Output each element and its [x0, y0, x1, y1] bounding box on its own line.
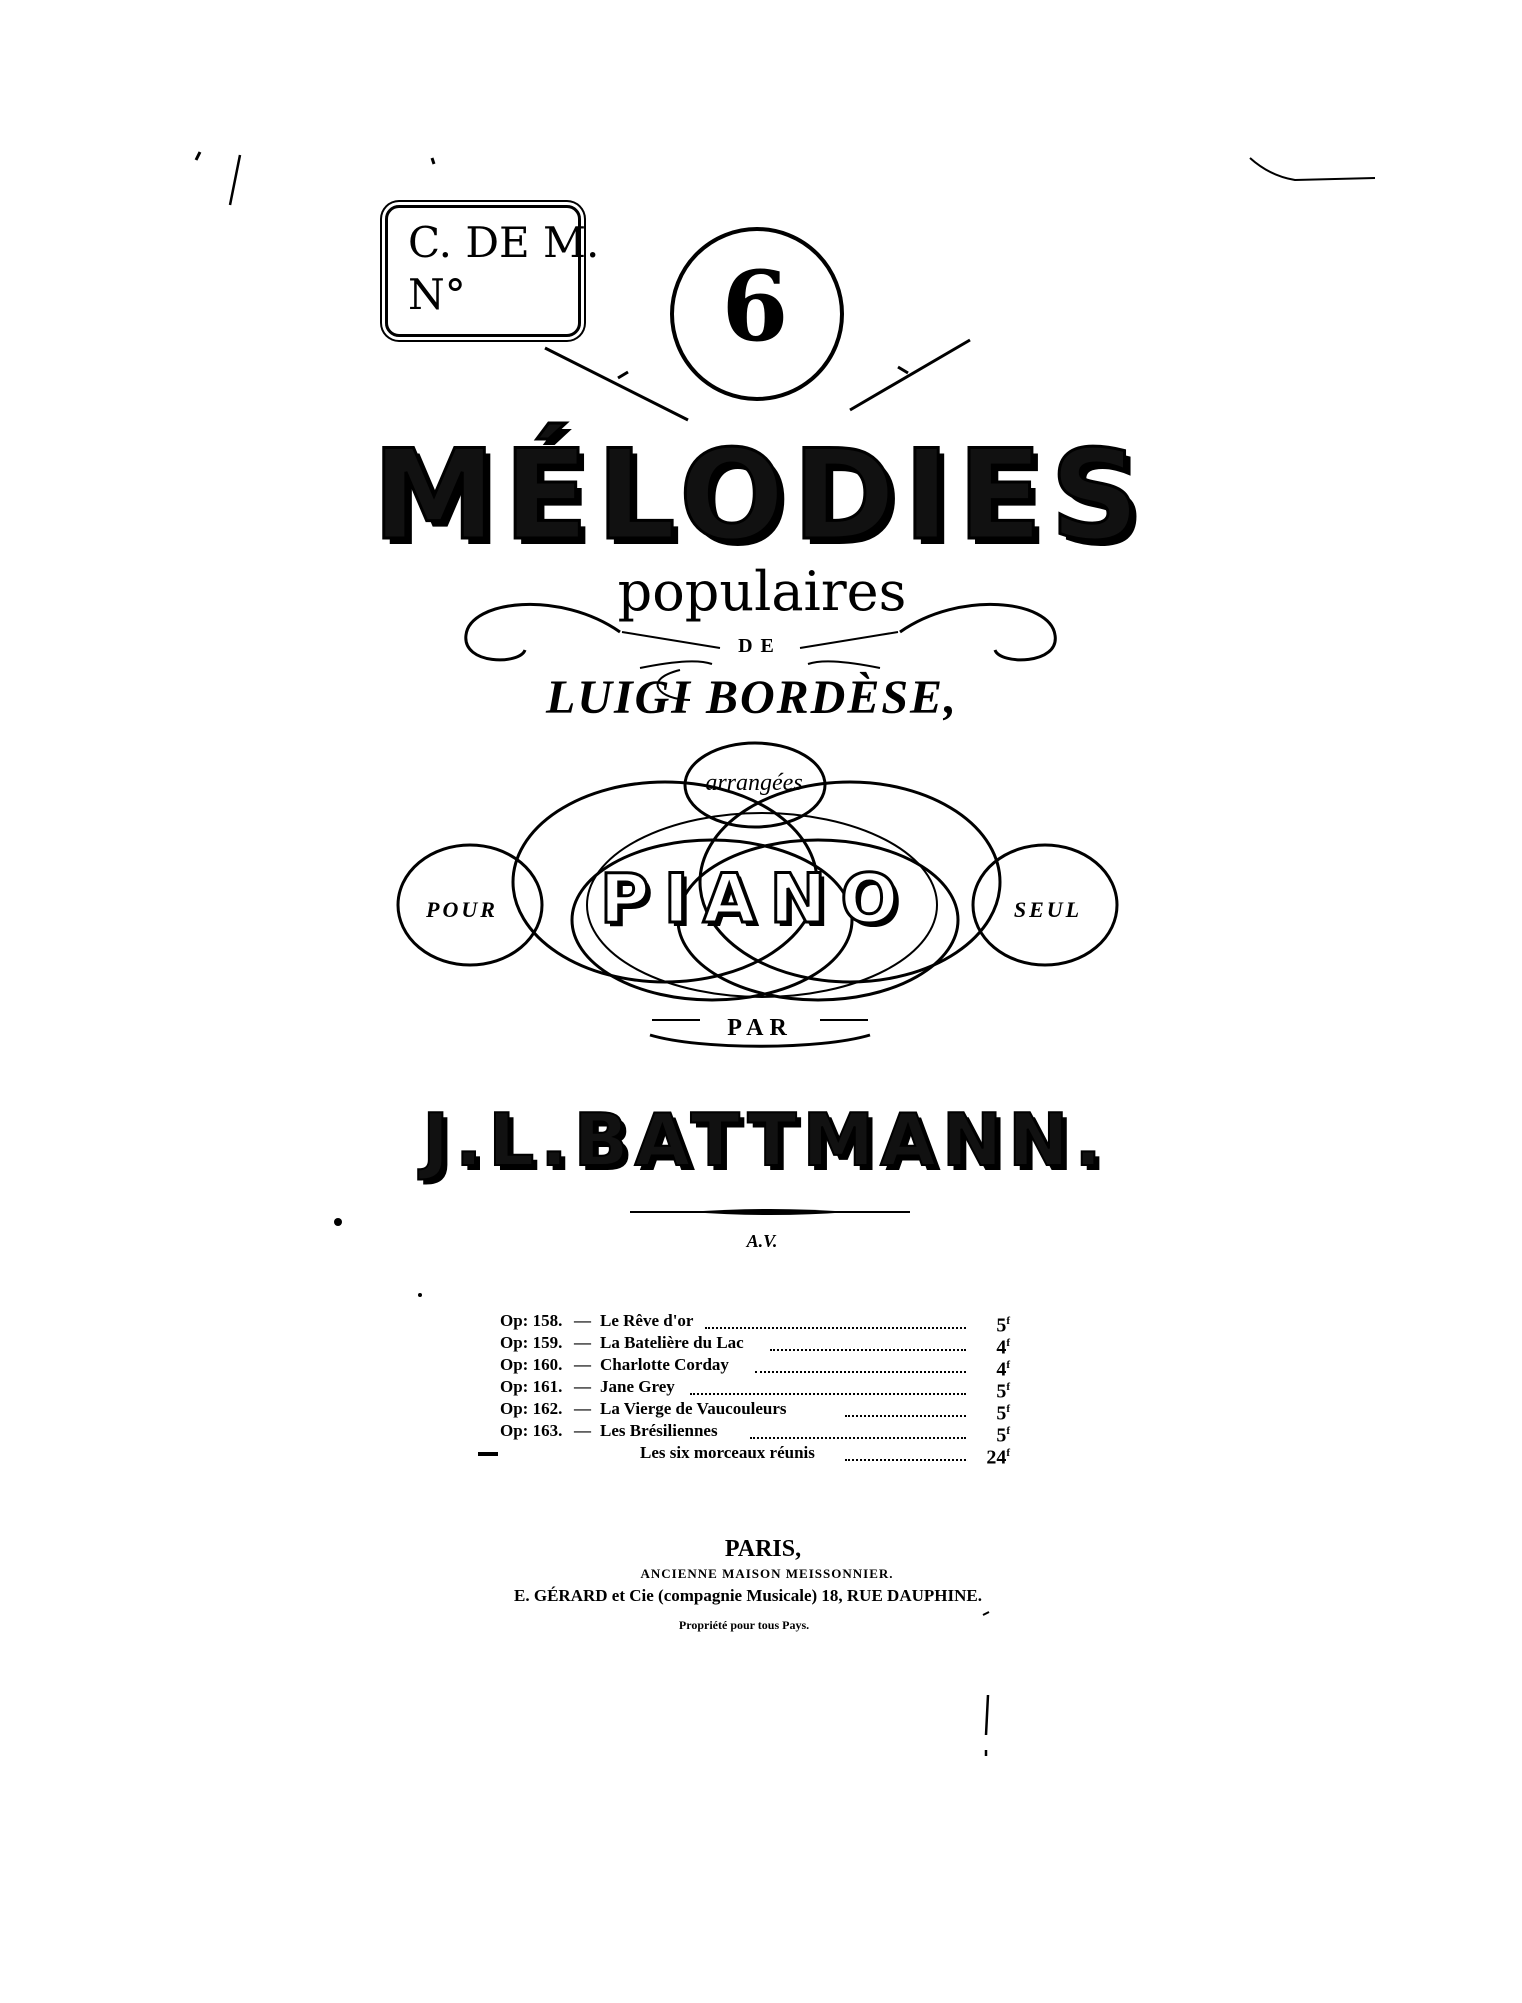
- ray-arrows: [618, 367, 908, 378]
- work-title: Les Brésiliennes: [600, 1421, 718, 1440]
- collection-number: 6: [721, 250, 789, 363]
- par-label: PAR: [727, 1015, 793, 1041]
- opus-number: Op: 161.: [500, 1377, 563, 1396]
- ray-left: [545, 348, 688, 420]
- dash: —: [574, 1421, 591, 1440]
- pour-label: POUR: [426, 897, 498, 922]
- work-price: 5$^f$: [996, 1314, 1010, 1337]
- de-label: DE: [738, 635, 782, 657]
- leader-dots: [845, 1437, 966, 1461]
- leader-dots: [845, 1393, 966, 1417]
- work-title: La Batelière du Lac: [600, 1333, 744, 1352]
- work-title: Charlotte Corday: [600, 1355, 729, 1374]
- composer-name: LUIGI BORDÈSE,: [545, 671, 959, 724]
- dash: —: [574, 1311, 591, 1330]
- instrument-title: PIANO: [599, 860, 913, 939]
- flourish-de: [640, 661, 880, 668]
- works-list: [500, 1310, 1010, 1469]
- stamp-line1: C. DE M.: [408, 218, 600, 267]
- imprint-publisher: E. GÉRARD et Cie (compagnie Musicale) 18, RUE DAUPHINE.: [514, 1586, 982, 1605]
- stray-mark: [196, 152, 200, 160]
- library-stamp: [385, 205, 600, 337]
- dash: —: [574, 1377, 591, 1396]
- plate-mark: A.V.: [746, 1231, 778, 1251]
- work-price: 5$^f$: [996, 1402, 1010, 1425]
- stray-mark: [983, 1612, 989, 1615]
- speck: [418, 1293, 422, 1297]
- stray-mark: [230, 155, 240, 205]
- leader-dots: [755, 1349, 966, 1373]
- stray-mark: [432, 158, 434, 164]
- work-price: 4$^f$: [996, 1336, 1010, 1359]
- opus-number: Op: 163.: [500, 1421, 563, 1440]
- leader-dots: [770, 1327, 966, 1351]
- opus-number: Op: 162.: [500, 1399, 563, 1418]
- speck: [334, 1218, 342, 1226]
- flourish-right: [900, 604, 1055, 659]
- rule-diamond: [690, 1209, 850, 1215]
- opus-number: Op: 159.: [500, 1333, 563, 1352]
- work-price: 4$^f$: [996, 1358, 1010, 1381]
- leader-dots: [690, 1371, 966, 1395]
- work-title: Les six morceaux réunis: [640, 1443, 815, 1462]
- stamp-line2: N°: [408, 270, 466, 319]
- work-price: 24$^f$: [986, 1446, 1010, 1469]
- work-title: La Vierge de Vaucouleurs: [600, 1399, 787, 1418]
- ray-right: [850, 340, 970, 410]
- stray-mark: [986, 1695, 988, 1756]
- margin-dash: [478, 1452, 498, 1456]
- imprint-house: ANCIENNE MAISON MEISSONNIER.: [640, 1566, 894, 1581]
- imprint-rights: Propriété pour tous Pays.: [678, 1618, 810, 1632]
- seul-label: SEUL: [1013, 897, 1083, 922]
- leader-dots: [750, 1415, 966, 1439]
- arranger-name: J.L.BATTMANN.: [422, 1098, 1108, 1182]
- work-price: 5$^f$: [996, 1380, 1010, 1403]
- flourish-left: [466, 604, 620, 659]
- work-title: Jane Grey: [600, 1377, 675, 1396]
- opus-number: Op: 158.: [500, 1311, 563, 1330]
- subtitle: populaires: [617, 560, 907, 623]
- dash: —: [574, 1333, 591, 1352]
- work-price: 5$^f$: [996, 1424, 1010, 1447]
- work-row-total: [500, 1442, 1010, 1469]
- dash: —: [574, 1399, 591, 1418]
- leader-dots: [705, 1305, 966, 1329]
- work-title: Le Rêve d'or: [600, 1311, 694, 1330]
- dash: —: [574, 1355, 591, 1374]
- opus-number: Op: 160.: [500, 1355, 563, 1374]
- arrangees-label: arrangées: [705, 770, 803, 796]
- imprint-city: PARIS,: [724, 1536, 802, 1562]
- main-title: MÉLODIES: [372, 424, 1148, 568]
- corner-mark: [1250, 158, 1375, 180]
